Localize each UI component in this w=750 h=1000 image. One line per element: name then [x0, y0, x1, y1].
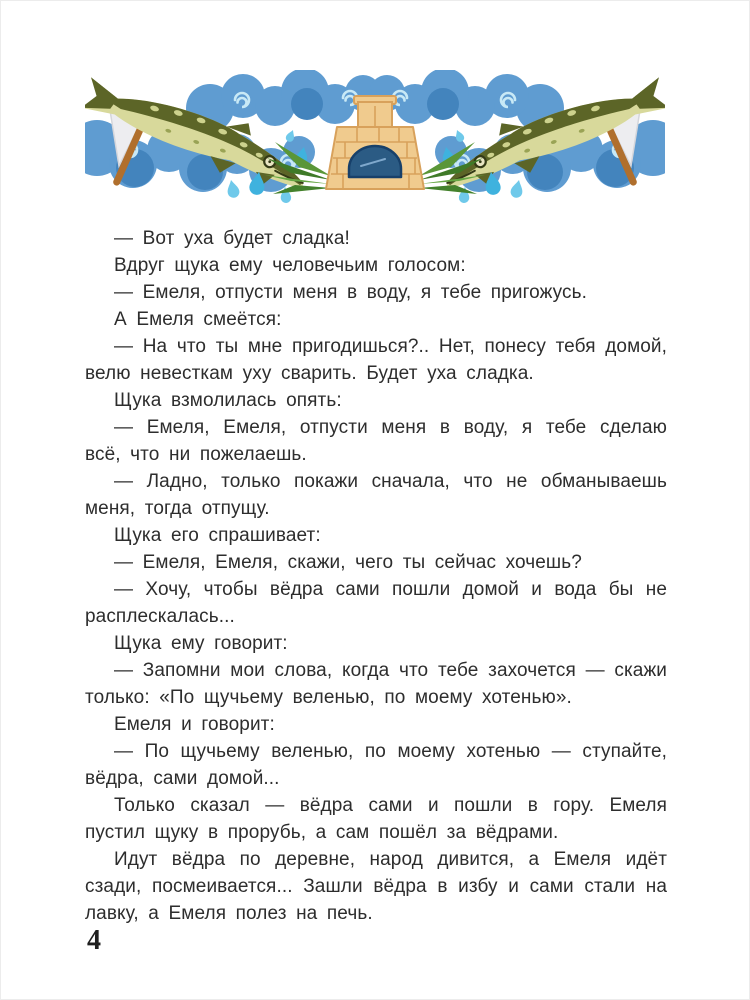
story-paragraph: Щука ему говорит: — [114, 633, 288, 654]
page-number: 4 — [87, 925, 101, 956]
story-paragraph: — По щучьему веленью, по моему хотенью — ступайте, вёдра, сами домой... — [85, 741, 667, 789]
story-paragraph: Щука его спрашивает: — [114, 525, 321, 546]
story-text — [85, 225, 667, 927]
story-paragraph: — Емеля, Емеля, отпусти меня в воду, я тебе сделаю всё, что ни пожелаешь. — [85, 417, 667, 465]
story-paragraph: Только сказал — вёдра сами и пошли в гору. Емеля пустил щуку в прорубь, а сам пошёл за вёдрами. — [85, 795, 667, 843]
story-paragraph: Вдруг щука ему человечьим голосом: — [114, 255, 466, 276]
story-paragraph: — Вот уха будет сладка! — [114, 228, 350, 249]
story-paragraph: А Емеля смеётся: — [114, 309, 282, 330]
story-paragraph: — Емеля, отпусти меня в воду, я тебе пригожусь. — [114, 282, 588, 303]
story-paragraph: — Ладно, только покажи сначала, что не обманываешь меня, тогда отпущу. — [85, 471, 667, 519]
story-paragraph: — Емеля, Емеля, скажи, чего ты сейчас хочешь? — [114, 552, 582, 573]
story-paragraph: — Хочу, чтобы вёдра сами пошли домой и вода бы не расплескалась... — [85, 579, 667, 627]
story-paragraph: Емеля и говорит: — [114, 714, 275, 735]
story-paragraph: — На что ты мне пригодишься?.. Нет, понесу тебя домой, велю невесткам уху сварить. Будет уха сладка. — [85, 336, 667, 384]
header-illustration — [85, 70, 665, 204]
story-paragraph: Щука взмолилась опять: — [114, 390, 342, 411]
story-paragraph: — Запомни мои слова, когда что тебе захочется — скажи только: «По щучьему веленью, по моему хотенью». — [85, 660, 667, 708]
story-paragraph: Идут вёдра по деревне, народ дивится, а Емеля идёт сзади, посмеивается... Зашли вёдра в избу и сами стали на лавку, а Емеля полез на печь. — [85, 849, 667, 924]
